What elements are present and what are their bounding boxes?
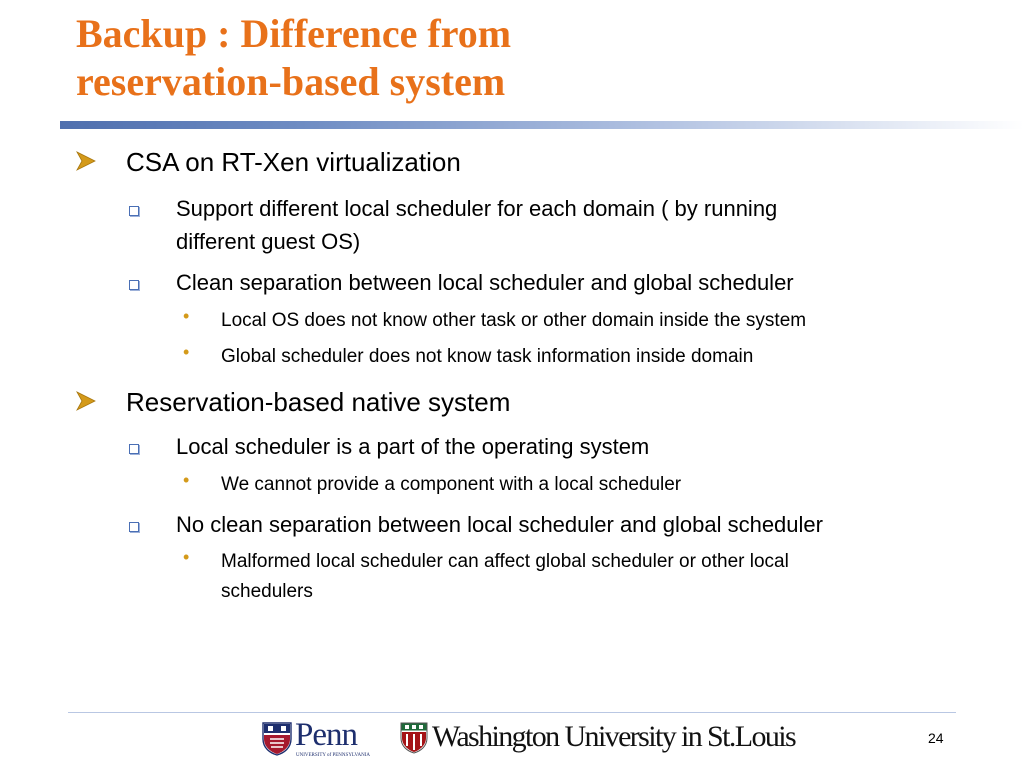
square-bullet-icon <box>129 444 139 454</box>
penn-shield-icon <box>262 722 292 756</box>
bullet-text-line: Malformed local scheduler can affect global scheduler or other local <box>221 551 789 572</box>
arrow-bullet-icon <box>76 391 96 411</box>
wustl-logo <box>400 722 820 762</box>
bullet-text-line: Support different local scheduler for each domain ( by running <box>176 196 778 221</box>
penn-logo <box>262 717 380 762</box>
dot-bullet-icon: • <box>183 547 190 567</box>
penn-logo-text: Penn <box>295 717 357 753</box>
square-bullet-icon <box>129 206 139 216</box>
dot-bullet-icon: • <box>183 306 190 326</box>
wustl-shield-icon <box>400 722 428 754</box>
bullet-text-line: schedulers <box>221 581 313 602</box>
bullet-level2-text <box>176 192 777 258</box>
slide-title-line-1: Backup : Difference from <box>76 11 512 56</box>
bullet-level2-text: No clean separation between local scheduler and global scheduler <box>176 512 823 537</box>
bullet-level2-text: Local scheduler is a part of the operating system <box>176 434 650 459</box>
dot-bullet-icon: • <box>183 470 190 490</box>
bullet-level3-text: Global scheduler does not know task information inside domain <box>221 346 754 367</box>
bullet-level1-text: Reservation-based native system <box>126 387 511 417</box>
penn-logo-subtext: UNIVERSITY of PENNSYLVANIA <box>296 753 370 758</box>
slide-title-line-2: reservation-based system <box>76 59 506 104</box>
bullet-level3-text: Local OS does not know other task or other domain inside the system <box>221 310 807 331</box>
square-bullet-icon <box>129 280 139 290</box>
bullet-level1-text: CSA on RT-Xen virtualization <box>126 147 461 177</box>
wustl-logo-text: Washington University in St.Louis <box>432 720 796 753</box>
bullet-level3-text: We cannot provide a component with a local scheduler <box>221 474 682 495</box>
page-number: 24 <box>928 730 944 746</box>
bullet-level3-text <box>221 547 789 607</box>
arrow-bullet-icon <box>76 151 96 171</box>
bullet-text-line: different guest OS) <box>176 229 361 254</box>
square-bullet-icon <box>129 522 139 532</box>
dot-bullet-icon: • <box>183 342 190 362</box>
footer-divider <box>68 712 956 713</box>
bullet-level2-text: Clean separation between local scheduler and global scheduler <box>176 270 794 295</box>
